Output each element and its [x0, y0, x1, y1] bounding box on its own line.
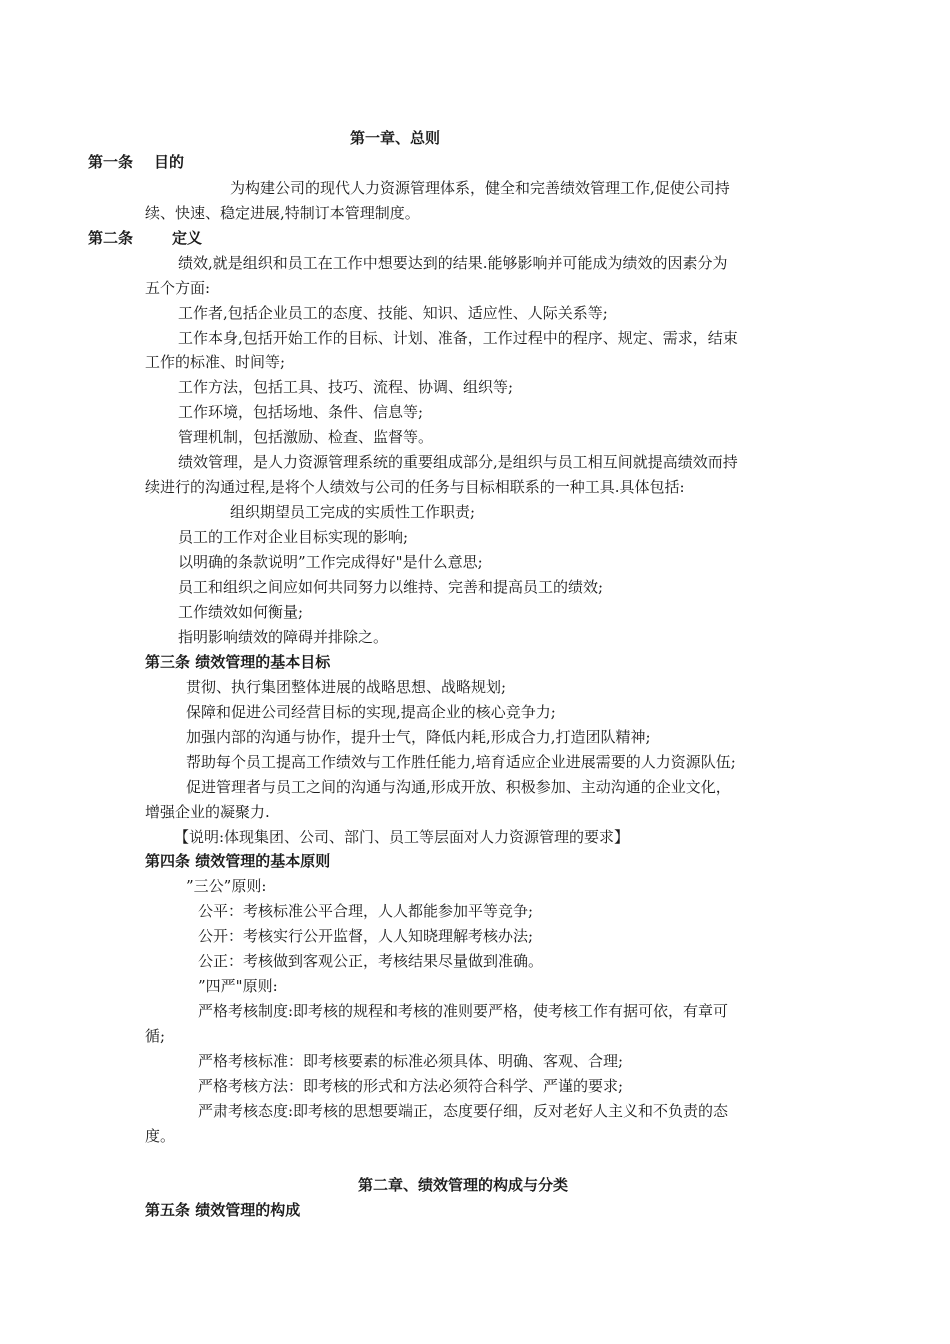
article-2-line: 五个方面:	[145, 279, 211, 297]
article-4-line: 严格考核方法：即考核的形式和方法必须符合科学、严谨的要求;	[198, 1077, 624, 1095]
article-2-line: 指明影响绩效的障碍并排除之。	[178, 628, 389, 646]
article-1-text-line: 为构建公司的现代人力资源管理体系，健全和完善绩效管理工作,促使公司持	[230, 179, 730, 197]
article-3-heading: 第三条 绩效管理的基本目标	[145, 653, 331, 671]
article-2-line: 组织期望员工完成的实质性工作职责;	[230, 503, 476, 521]
article-4-line: 公正：考核做到客观公正，考核结果尽量做到准确。	[198, 952, 544, 970]
article-4-line: ”三公”原则:	[186, 877, 267, 895]
article-2-line: 工作者,包括企业员工的态度、技能、知识、适应性、人际关系等;	[178, 304, 608, 322]
article-2-line: 员工和组织之间应如何共同努力以维持、完善和提高员工的绩效;	[178, 578, 604, 596]
article-1-title: 目的	[154, 153, 185, 171]
article-2-line: 员工的工作对企业目标实现的影响;	[178, 528, 409, 546]
article-4-line: 度。	[145, 1127, 176, 1145]
article-5-heading: 第五条 绩效管理的构成	[145, 1201, 301, 1219]
article-4-line: 严格考核制度:即考核的规程和考核的准则要严格，使考核工作有据可依，有章可	[198, 1002, 729, 1020]
article-4-line: 循;	[145, 1027, 166, 1045]
article-3-line: 增强企业的凝聚力.	[145, 803, 270, 821]
article-1-text-line: 续、快速、稳定进展,特制订本管理制度。	[145, 204, 420, 222]
article-2-line: 工作的标准、时间等;	[145, 353, 286, 371]
article-2-line: 以明确的条款说明”工作完成得好"是什么意思;	[178, 553, 483, 571]
article-3-note: 【说明:体现集团、公司、部门、员工等层面对人力资源管理的要求】	[174, 828, 630, 846]
article-3-line: 帮助每个员工提高工作绩效与工作胜任能力,培育适应企业进展需要的人力资源队伍;	[186, 753, 736, 771]
article-2-line: 工作方法，包括工具、技巧、流程、协调、组织等;	[178, 378, 514, 396]
article-4-line: 严格考核标准：即考核要素的标准必须具体、明确、客观、合理;	[198, 1052, 624, 1070]
article-4-line: 严肃考核态度:即考核的思想要端正，态度要仔细，反对老好人主义和不负责的态	[198, 1102, 729, 1120]
article-2-line: 管理机制，包括激励、检查、监督等。	[178, 428, 434, 446]
article-2-line: 工作绩效如何衡量;	[178, 603, 304, 621]
article-2-line: 工作本身,包括开始工作的目标、计划、准备，工作过程中的程序、规定、需求，结束	[178, 329, 738, 347]
article-2-line: 续进行的沟通过程,是将个人绩效与公司的任务与目标相联系的一种工具.具体包括:	[145, 478, 685, 496]
article-2-line: 绩效,就是组织和员工在工作中想要达到的结果.能够影响并可能成为绩效的因素分为	[178, 254, 728, 272]
article-4-heading: 第四条 绩效管理的基本原则	[145, 852, 331, 870]
article-4-line: 公开：考核实行公开监督，人人知晓理解考核办法;	[198, 927, 534, 945]
article-3-line: 保障和促进公司经营目标的实现,提高企业的核心竞争力;	[186, 703, 556, 721]
article-1-number: 第一条	[88, 153, 134, 171]
article-3-line: 贯彻、执行集团整体进展的战略思想、战略规划;	[186, 678, 507, 696]
article-2-line: 绩效管理，是人力资源管理系统的重要组成部分,是组织与员工相互间就提高绩效而持	[178, 453, 738, 471]
article-2-title: 定义	[172, 229, 203, 247]
article-4-line: ”四严"原则:	[198, 977, 278, 995]
chapter-1-title: 第一章、总则	[350, 129, 441, 147]
article-3-line: 促进管理者与员工之间的沟通与沟通,形成开放、积极参加、主动沟通的企业文化，	[186, 778, 731, 796]
article-2-line: 工作环境，包括场地、条件、信息等;	[178, 403, 424, 421]
article-3-line: 加强内部的沟通与协作，提升士气，降低内耗,形成合力,打造团队精神;	[186, 728, 651, 746]
chapter-2-title: 第二章、绩效管理的构成与分类	[358, 1176, 569, 1194]
article-4-line: 公平：考核标准公平合理，人人都能参加平等竞争;	[198, 902, 534, 920]
article-2-number: 第二条	[88, 229, 134, 247]
